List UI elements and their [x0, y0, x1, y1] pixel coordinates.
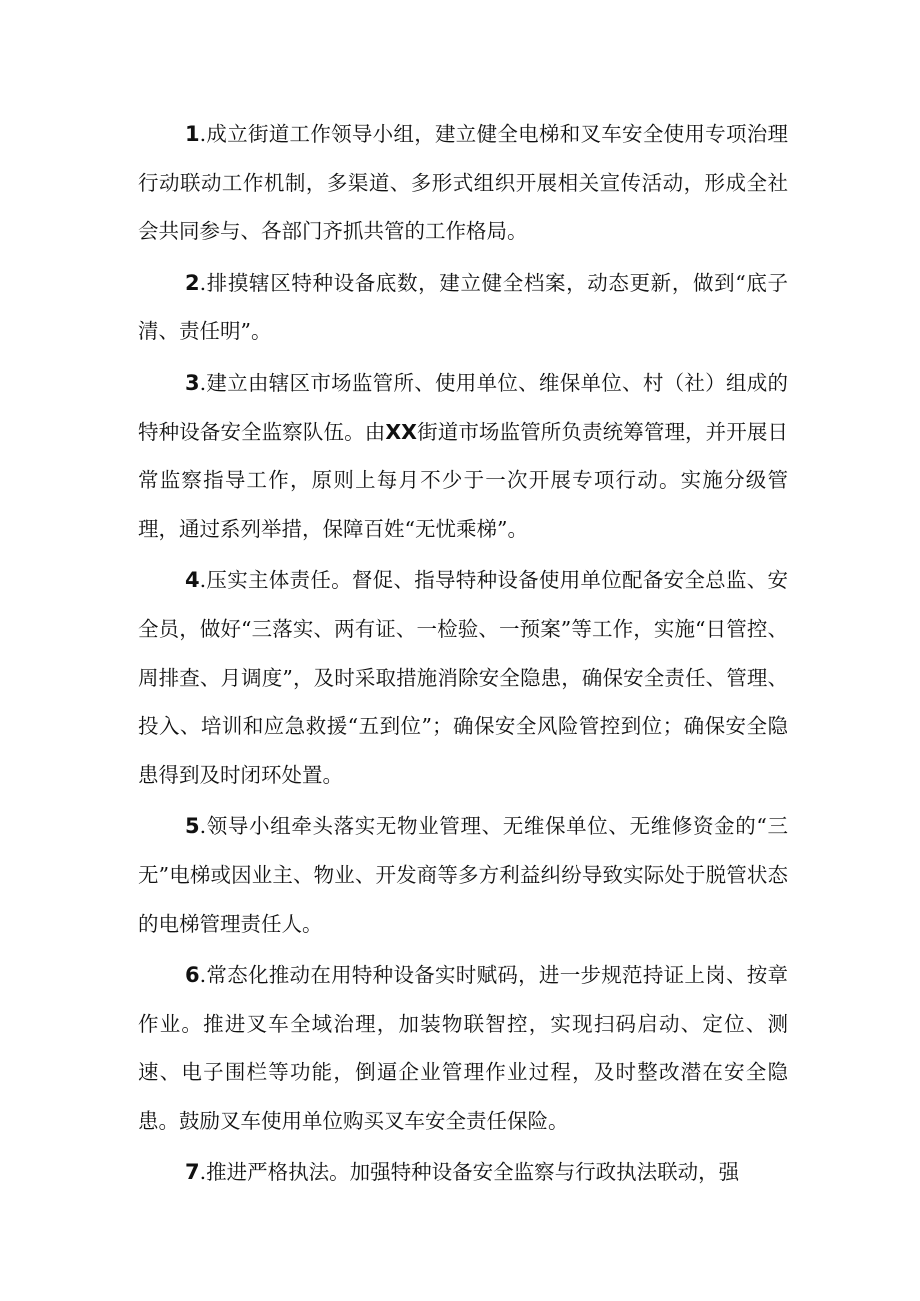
paragraph-5 — [138, 802, 788, 948]
paragraph-7 — [138, 1148, 788, 1197]
paragraph-number: 7 — [185, 1160, 200, 1185]
paragraph-number: 4 — [185, 568, 200, 593]
paragraph-text: .成立街道工作领导小组，建立健全电梯和叉车安全使用专项治理行动联动工作机制，多渠道、多形式组织开展相关宣传活动，形成全社会共同参与、各部门齐抓共管的工作格局。 — [138, 122, 788, 244]
paragraph-text: .推进严格执法。加强特种设备安全监察与行政执法联动，强 — [199, 1160, 740, 1185]
paragraph-1 — [138, 110, 788, 256]
paragraph-text: .建立由辖区市场监管所、使用单位、维保单位、村（社）组成的特种设备安全监察队伍。由 — [138, 370, 788, 444]
paragraph-number: 3 — [185, 370, 200, 395]
placeholder-name: XX — [385, 419, 417, 444]
paragraph-6 — [138, 951, 788, 1145]
paragraph-number: 1 — [185, 122, 200, 146]
paragraph-3 — [138, 359, 788, 553]
paragraph-2 — [138, 259, 788, 356]
paragraph-4 — [138, 556, 788, 799]
paragraph-text: .常态化推动在用特种设备实时赋码，进一步规范持证上岗、按章作业。推进叉车全域治理，加装物联智控，实现扫码启动、定位、测速、电子围栏等功能，倒逼企业管理作业过程，及时整改潜在安全隐患。鼓励叉车使用单位购买叉车安全责任保险。 — [138, 963, 788, 1133]
document-page — [138, 110, 788, 1200]
paragraph-number: 5 — [185, 814, 200, 839]
paragraph-number: 6 — [185, 963, 200, 988]
paragraph-text: .排摸辖区特种设备底数，建立健全档案，动态更新，做到“底子清、责任明”。 — [138, 270, 788, 344]
paragraph-text: .压实主体责任。督促、指导特种设备使用单位配备安全总监、安全员，做好“三落实、两有证、一检验、一预案”等工作，实施“日管控、周排查、月调度”，及时采取措施消除安全隐患，确保安全责任、管理、投入、培训和应急救援“五到位”；确保安全风险管控到位；确保安全隐患得到及时闭环处置。 — [138, 568, 788, 787]
paragraph-text-continued: 街道市场监管所负责统筹管理，并开展日常监察指导工作，原则上每月不少于一次开展专项行动。实施分级管理，通过系列举措，保障百姓“无忧乘梯”。 — [138, 419, 789, 541]
paragraph-text: .领导小组牵头落实无物业管理、无维保单位、无维修资金的“三无”电梯或因业主、物业、开发商等多方利益纠纷导致实际处于脱管状态的电梯管理责任人。 — [138, 814, 788, 936]
paragraph-number: 2 — [185, 270, 200, 295]
